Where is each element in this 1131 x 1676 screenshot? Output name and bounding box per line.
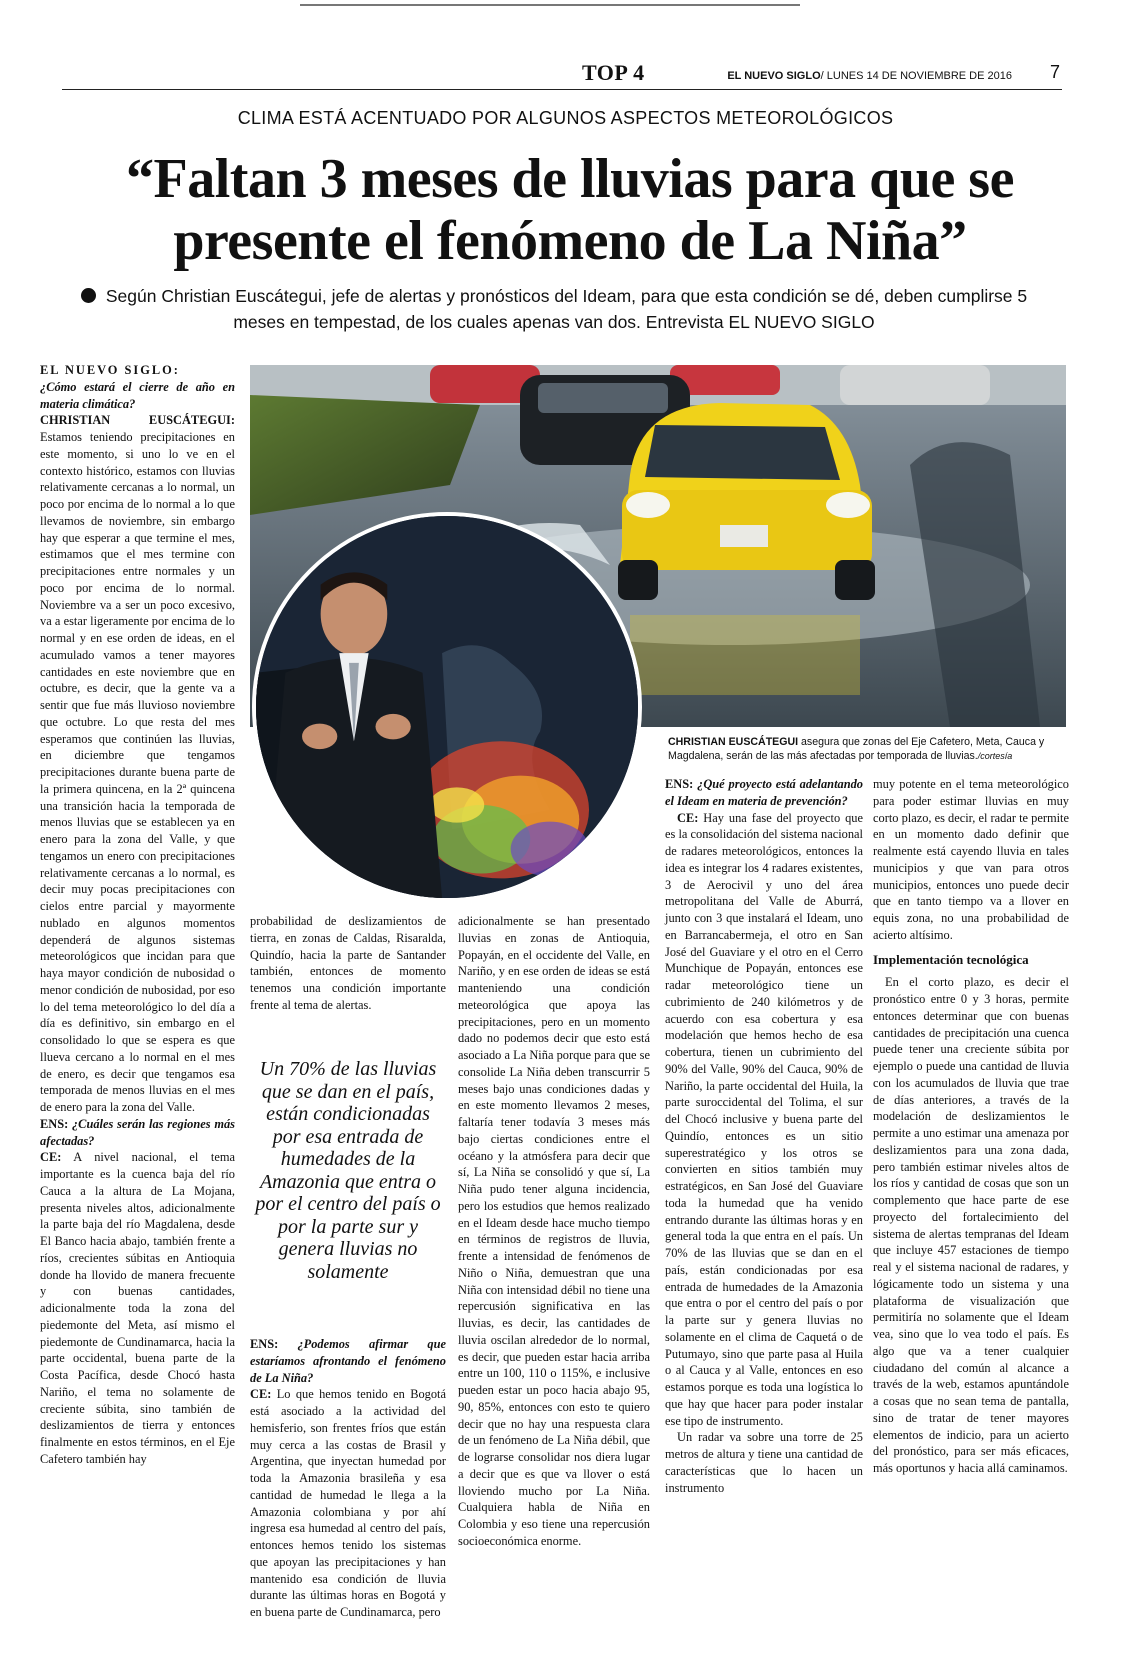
caption-credit: /cortesía [977, 751, 1013, 761]
ens-label: ENS: [250, 1337, 298, 1351]
column-4-paragraph-2: Un radar va sobre una torre de 25 metros de altura y tiene una cantidad de características que lo hacen un instrumento [665, 1430, 863, 1495]
photo-caption [668, 735, 1068, 763]
speaker-name: CHRISTIAN EUSCÁTEGUI: [40, 413, 235, 428]
question-2: ¿Cuáles serán las regiones más afectadas? [40, 1116, 235, 1148]
caption-name: CHRISTIAN EUSCÁTEGUI [668, 736, 799, 748]
meteorologist-photo [256, 516, 638, 898]
answer-1: Estamos teniendo precipitaciones en este momento, si uno lo ve en el contexto histórico, estamos con lluvias relativamente cercanas a lo normal, un poco por encima de lo normal a lo que llevamos de noviembre, sin embargo hay que esperar a que termine el mes, estimamos que el mes termine con precipitaciones entre normales y un poco por encima de lo normal. Noviembre va a ser un poco excesivo, va a estar ligeramente por encima de lo normal y en ese orden de ideas, en el acumulado vamos a tener mayores cantidades en este noviembre que en octubre, es decir, que la gente va a sentir que fue más lluvioso noviembre que octubre. Lo que resta del mes esperamos que continúen las lluvias, en diciembre que tengamos precipitaciones durante buena parte de la primera quincena, en la 2ª quincena una transición hacia la temporada de menos lluvias que se establecen ya en enero para la zona del Valle, y que tengamos un enero con precipitaciones relativamente cercanas a lo normal, es decir muy pocas precipitaciones con cielos entre parcial y mayormente nublado en algunos momentos dependerá de algunos sistemas meteorológicos que incidan para que haya mayor condición de nubosidad o menor condición de nubosidad, por eso lo del tema meteorológico lo del día a día es definitivo, sin embargo en el consolidado lo que se espera es que llueva cercano a lo normal en el mes de enero, es decir que tengamos esa temporada de menos lluvias en el mes de enero para la zona del Valle. [40, 430, 235, 1114]
issue-date: / LUNES 14 DE NOVIEMBRE DE 2016 [820, 70, 1012, 82]
column-2-paragraph: probabilidad de deslizamientos de tierra, en zonas de Caldas, Risaralda, Quindío, hacia la parte de Santander también, entonces de momento tenemos una condición importante frente al tema de alertas. [250, 914, 446, 1012]
ce-label: CE: [250, 1387, 272, 1402]
page-number: 7 [1049, 62, 1060, 82]
answer-2: A nivel nacional, el tema importante es la cuenca baja del río Cauca a la altura de La Mojana, presenta niveles altos, adicionalmente la parte baja del río Magdalena, desde El Banco hacia abajo, también frente a ríos, crecientes súbitas en Antioquia donde ha llovido de manera frecuente y con buenas cantidades, adicionalmente toda la zona del piedemonte del Meta, así mismo el piedemonte de Cundinamarca, hacia la parte occidental, buena parte de la Costa Pacífica, desde Chocó hasta Nariño, el tema no solamente de creciente súbita, sino también de deslizamientos de tierra y entonces finalmente en estos términos, en el Eje Cafetero también hay [40, 1150, 235, 1466]
deck-line-2: meses en tempestad, de los cuales apenas van dos. Entrevista EL NUEVO SIGLO [233, 312, 875, 332]
ce-label: CE: [677, 810, 699, 825]
page-header [62, 58, 1062, 90]
top-rule [300, 4, 800, 6]
bullet-icon [81, 288, 96, 303]
caption-text: asegura que zonas del Eje Cafetero, Meta, Cauca y Magdalena, serán de las más afectadas por temporada de lluvias. [668, 736, 1045, 762]
headline-line-1: “Faltan 3 meses de lluvias para que se [126, 148, 1014, 210]
question-1: ¿Cómo estará el cierre de año en materia climática? [40, 379, 235, 411]
dateline [727, 70, 1012, 82]
ens-label: ENS: [40, 1116, 72, 1131]
question-4: ¿Qué proyecto está adelantando el Ideam en materia de prevención? [665, 777, 863, 808]
column-5 [873, 776, 1069, 1477]
paper-name: EL NUEVO SIGLO [727, 70, 821, 82]
deck-line-1: Según Christian Euscátegui, jefe de alertas y pronósticos del Ideam, para que esta condición se dé, deben cumplirse 5 [105, 286, 1028, 306]
column-4 [665, 776, 863, 1496]
headline-line-2: presente el fenómeno de La Niña” [173, 210, 967, 272]
column-5-paragraph-1: muy potente en el tema meteorológico para poder estimar lluvias en muy corto plazo, es decir, el radar te permite en un momento dado definir que realmente está cayendo lluvia en tales municipios y que van para otros municipios, entonces uno puede decir que en tanto tiempo va a llover en equis zona, no una probabilidad de acierto altísimo. [873, 777, 1069, 942]
question-3: ¿Podemos afirmar que estaríamos afrontando el fenómeno de La Niña? [250, 1337, 446, 1385]
interviewer-lead: EL NUEVO SIGLO: [40, 363, 180, 377]
column-5-paragraph-2: En el corto plazo, es decir el pronóstico entre 0 y 3 horas, permite entonces determinar que con buenas cantidades de precipitación una cuenca puede tener una creciente súbita por ejemplo o puede una cantidad de lluvia con los acumulados de lluvia que trae de días anteriores, a través de la modelación de deslizamientos le permite a uno estimar una amenaza por deslizamientos para una zona dada, pero también estimar niveles altos de los ríos y cantidad de cosas que son un complemento que hace parte de ese proyecto del fortalecimiento del sistema de alertas tempranas del Ideam que incluye 457 estaciones de tiempo real y el sistema nacional de radares, y lógicamente todo un sistema y una plataforma de visualización que permitiría no solamente que el Ideam vea, sino que lo vea todo el país. Es algo que va a tener cualquier ciudadano del común al alcance a través de la web, estamos apuntándole a cosas que no sean tema de pantalla, sino de tratar de tener mayores elementos de indicio, para un acierto del pronóstico, para ser más eficaces, más oportunos y hacia allá caminamos. [873, 975, 1069, 1475]
headline [40, 148, 1100, 272]
column-2-bottom [250, 1336, 446, 1621]
section-title: TOP 4 [582, 60, 645, 85]
ens-label: ENS: [665, 777, 698, 791]
kicker: CLIMA ESTÁ ACENTUADO POR ALGUNOS ASPECTOS METEOROLÓGICOS [237, 108, 894, 128]
column-2 [250, 913, 446, 1014]
inset-portrait [252, 512, 642, 902]
answer-3: Lo que hemos tenido en Bogotá está asociado a la actividad del hemisferio, son frentes fríos que están muy cerca a las costas de Brasil y Argentina, que inyectan humedad por toda la Amazonia brasileña y esa cantidad de humedad le llega a la Amazonia colombiana y por ahí ingresa esa humedad al centro del país, entonces hemos tenido los sistemas que apoyan las precipitaciones y han mantenido esa condición de lluvia durante las últimas horas en Bogotá y en buena parte de Cundinamarca, pero [250, 1387, 446, 1619]
ce-label: CE: [40, 1150, 62, 1165]
column-3 [458, 913, 650, 1550]
pull-quote: Un 70% de las lluvias que se dan en el país, están condicionadas por esa entrada de humedades de la Amazonia que entra o por el centro del país o por la parte sur y genera lluvias no solamente [255, 1058, 441, 1283]
column-1 [40, 362, 235, 1468]
column-3-paragraph: adicionalmente se han presentado lluvias en zonas de Antioquia, Popayán, en el occidente del Valle, en Nariño, y en ese orden de ideas se está manteniendo una condición meteorológica que apoya las precipitaciones, pero en un momento dado no podemos decir que esto está asociado a La Niña porque para que se consolide La Niña deben transcurrir 5 meses bajo unas condiciones dadas y en este momento llevamos 2 meses, faltaría tener todavía 3 meses más bajo ciertas condiciones entre el océano y la atmósfera para decir que sí, La Niña se consolidó y que sí, La Niña pudo tener alguna incidencia, pero los estudios que hemos realizado en el Ideam desde hace mucho tiempo en términos de registros de lluvia, frente a intensidad de fenómenos de Niño o Niña, demuestran que una Niña con intensidad débil no tiene una repercusión significativa en las lluvias, es decir, las cantidades de lluvia oscilan alrededor de lo normal, es decir, que pueden estar hacia arriba entre un 100, 110 o 115%, e inclusive pueden estar un poco hacia abajo 95, 90, 85%, entonces con esto te quiero decir que no hay una respuesta clara de un fenómeno de La Niña débil, que de lograrse consolidar nos diera lugar a decir que es que va llover o está lloviendo mucho por La Niña. Cualquiera habla de Niña en Colombia y eso tiene una repercusión socioeconómica enorme. [458, 914, 650, 1548]
deck [44, 283, 1064, 335]
subhead: Implementación tecnológica [873, 951, 1029, 967]
answer-4: Hay una fase del proyecto que es la consolidación del sistema nacional de radares meteorológicos, entonces la idea es integrar los 4 radares existentes, 3 de Aerocivil y uno del área metropolitana del Valle de Aburrá, junto con 3 que instalará el Ideam, uno en Barrancabermeja, el otro en San José del Guaviare y el otro en el Cerro Munchique de Popayán, entonces ese radar meteorológico tiene un cubrimiento de 240 kilómetros y de acuerdo con esa cobertura y esa modelación que hemos hecho de esa cobertura, tienen un cubrimiento del 90% del Valle, 90% del Cauca, 90% de Nariño, la parte occidental del Huila, la parte suroccidental del Tolima, el sur del Chocó inclusive y buena parte del Quindío, entonces es un sitio superestratégico y los otros se convierten en sitios también muy estratégicos, en San José del Guaviare toda la humedad que ha venido entrando durante las últimas horas y en general toda la que entra en el país. Un 70% de las lluvias que se dan en el país, están condicionadas por esa entrada de humedades de la Amazonia que entra o por el centro del país o por la parte sur y genera lluvias no solamente en el clima de Caquetá o de Putumayo, sino que parte pasa al Huila o al Cauca y al Valle, entonces en eso estamos porque es toda una logística lo que hay que hacer para poder instalar ese tipo de instrumento. [665, 810, 863, 1428]
